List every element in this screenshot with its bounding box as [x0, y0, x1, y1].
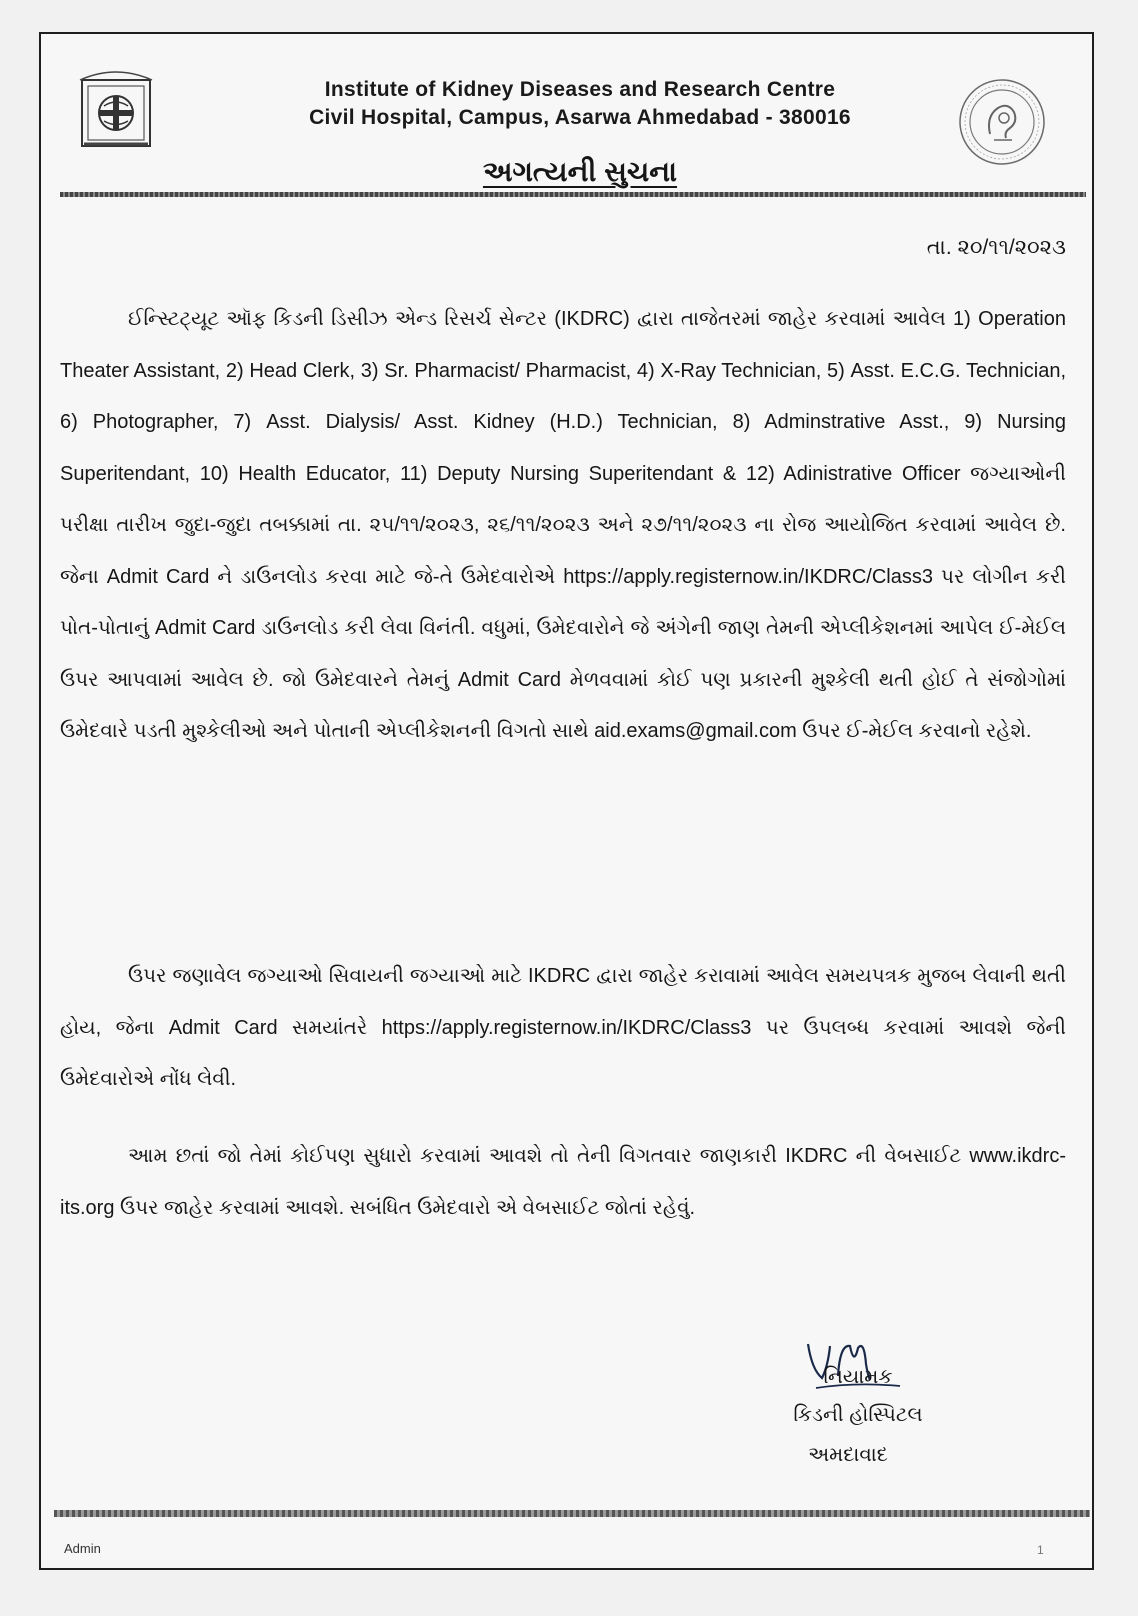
institute-name: Institute of Kidney Diseases and Research Centre	[324, 78, 836, 101]
paragraph-3-text: આમ છતાં જો તેમાં કોઈપણ સુધારો કરવામાં આવશે તો તેની વિગતવાર જાણકારી IKDRC ની વેબસાઈટ www.ikdrc-its.org ઉપર જાહેર કરવામાં આવશે. સબંધિત ઉમેદવારો એ વેબસાઈટ જોતાં રહેવું.	[60, 1145, 1066, 1219]
institute-address: Civil Hospital, Campus, Asarwa Ahmedabad - 380016	[309, 106, 851, 129]
paragraph-2-text: ઉપર જણાવેલ જગ્યાઓ સિવાયની જગ્યાઓ માટે IKDRC દ્વારા જાહેર કરાવામાં આવેલ સમયપત્રક મુજબ લેવાની થતી હોય, જેના Admit Card સમયાંતરે https://apply.registernow.in/IKDRC/Class3 પર ઉપલબ્ધ કરવામાં આવશે જેની ઉમેદવારોએ નોંધ લેવી.	[60, 965, 1066, 1090]
paragraph-2	[60, 951, 1066, 1106]
signatory-title: નિયામક	[823, 1366, 893, 1388]
hospital-emblem-icon	[74, 66, 158, 152]
notice-date: તા. ૨૦/૧૧/૨૦૨૩	[926, 236, 1066, 259]
paragraph-3	[60, 1131, 1066, 1234]
header-divider	[60, 192, 1086, 197]
page-number: 1	[1037, 1543, 1044, 1557]
signatory-department: કિડની હોસ્પિટલ	[793, 1404, 923, 1426]
round-seal-icon	[956, 76, 1048, 168]
paragraph-1	[60, 294, 1066, 758]
notice-title: અગત્યની સુચના	[482, 156, 678, 187]
signatory-city: અમદાવાદ	[808, 1444, 888, 1466]
footer-divider	[54, 1510, 1090, 1517]
document-frame	[39, 32, 1094, 1570]
footer-author: Admin	[64, 1541, 101, 1556]
paragraph-1-text: ઈન્સ્ટિટ્યૂટ ઑફ કિડની ડિસીઝ એન્ડ રિસર્ચ સેન્ટર (IKDRC) દ્વારા તાજેતરમાં જાહેર કરવામાં આવેલ 1) Operation Theater Assistant, 2) Head Clerk, 3) Sr. Pharmacist/ Pharmacist, 4) X-Ray Technician, 5) Asst. E.C.G. Technician, 6) Photographer, 7) Asst. Dialysis/ Asst. Kidney (H.D.) Technician, 8) Adminstrative Asst., 9) Nursing Superitendant, 10) Health Educator, 11) Deputy Nursing Superitendant & 12) Adinistrative Officer જગ્યાઓની પરીક્ષા તારીખ જુદા-જુદા તબક્કામાં તા. ૨૫/૧૧/૨૦૨૩, ૨૬/૧૧/૨૦૨૩ અને ૨૭/૧૧/૨૦૨૩ ના રોજ આયોજિત કરવામાં આવેલ છે. જેના Admit Card ને ડાઉનલોડ કરવા માટે જે-તે ઉમેદવારોએ https://apply.registernow.in/IKDRC/Class3 પર લોગીન કરી પોત-પોતાનું Admit Card ડાઉનલોડ કરી લેવા વિનંતી. વધુમાં, ઉમેદવારોને જે અંગેની જાણ તેમની એપ્લીકેશનમાં આપેલ ઈ-મેઈલ ઉપર આપવામાં આવેલ છે. જો ઉમેદવારને તેમનું Admit Card મેળવવામાં કોઈ પણ પ્રકારની મુશ્કેલી થતી હોઈ તે સંજોગોમાં ઉમેદવારે પડતી મુશ્કેલીઓ અને પોતાની એપ્લીકેશનની વિગતો સાથે aid.exams@gmail.com ઉપર ઈ-મેઈલ કરવાનો રહેશે.	[60, 308, 1066, 742]
